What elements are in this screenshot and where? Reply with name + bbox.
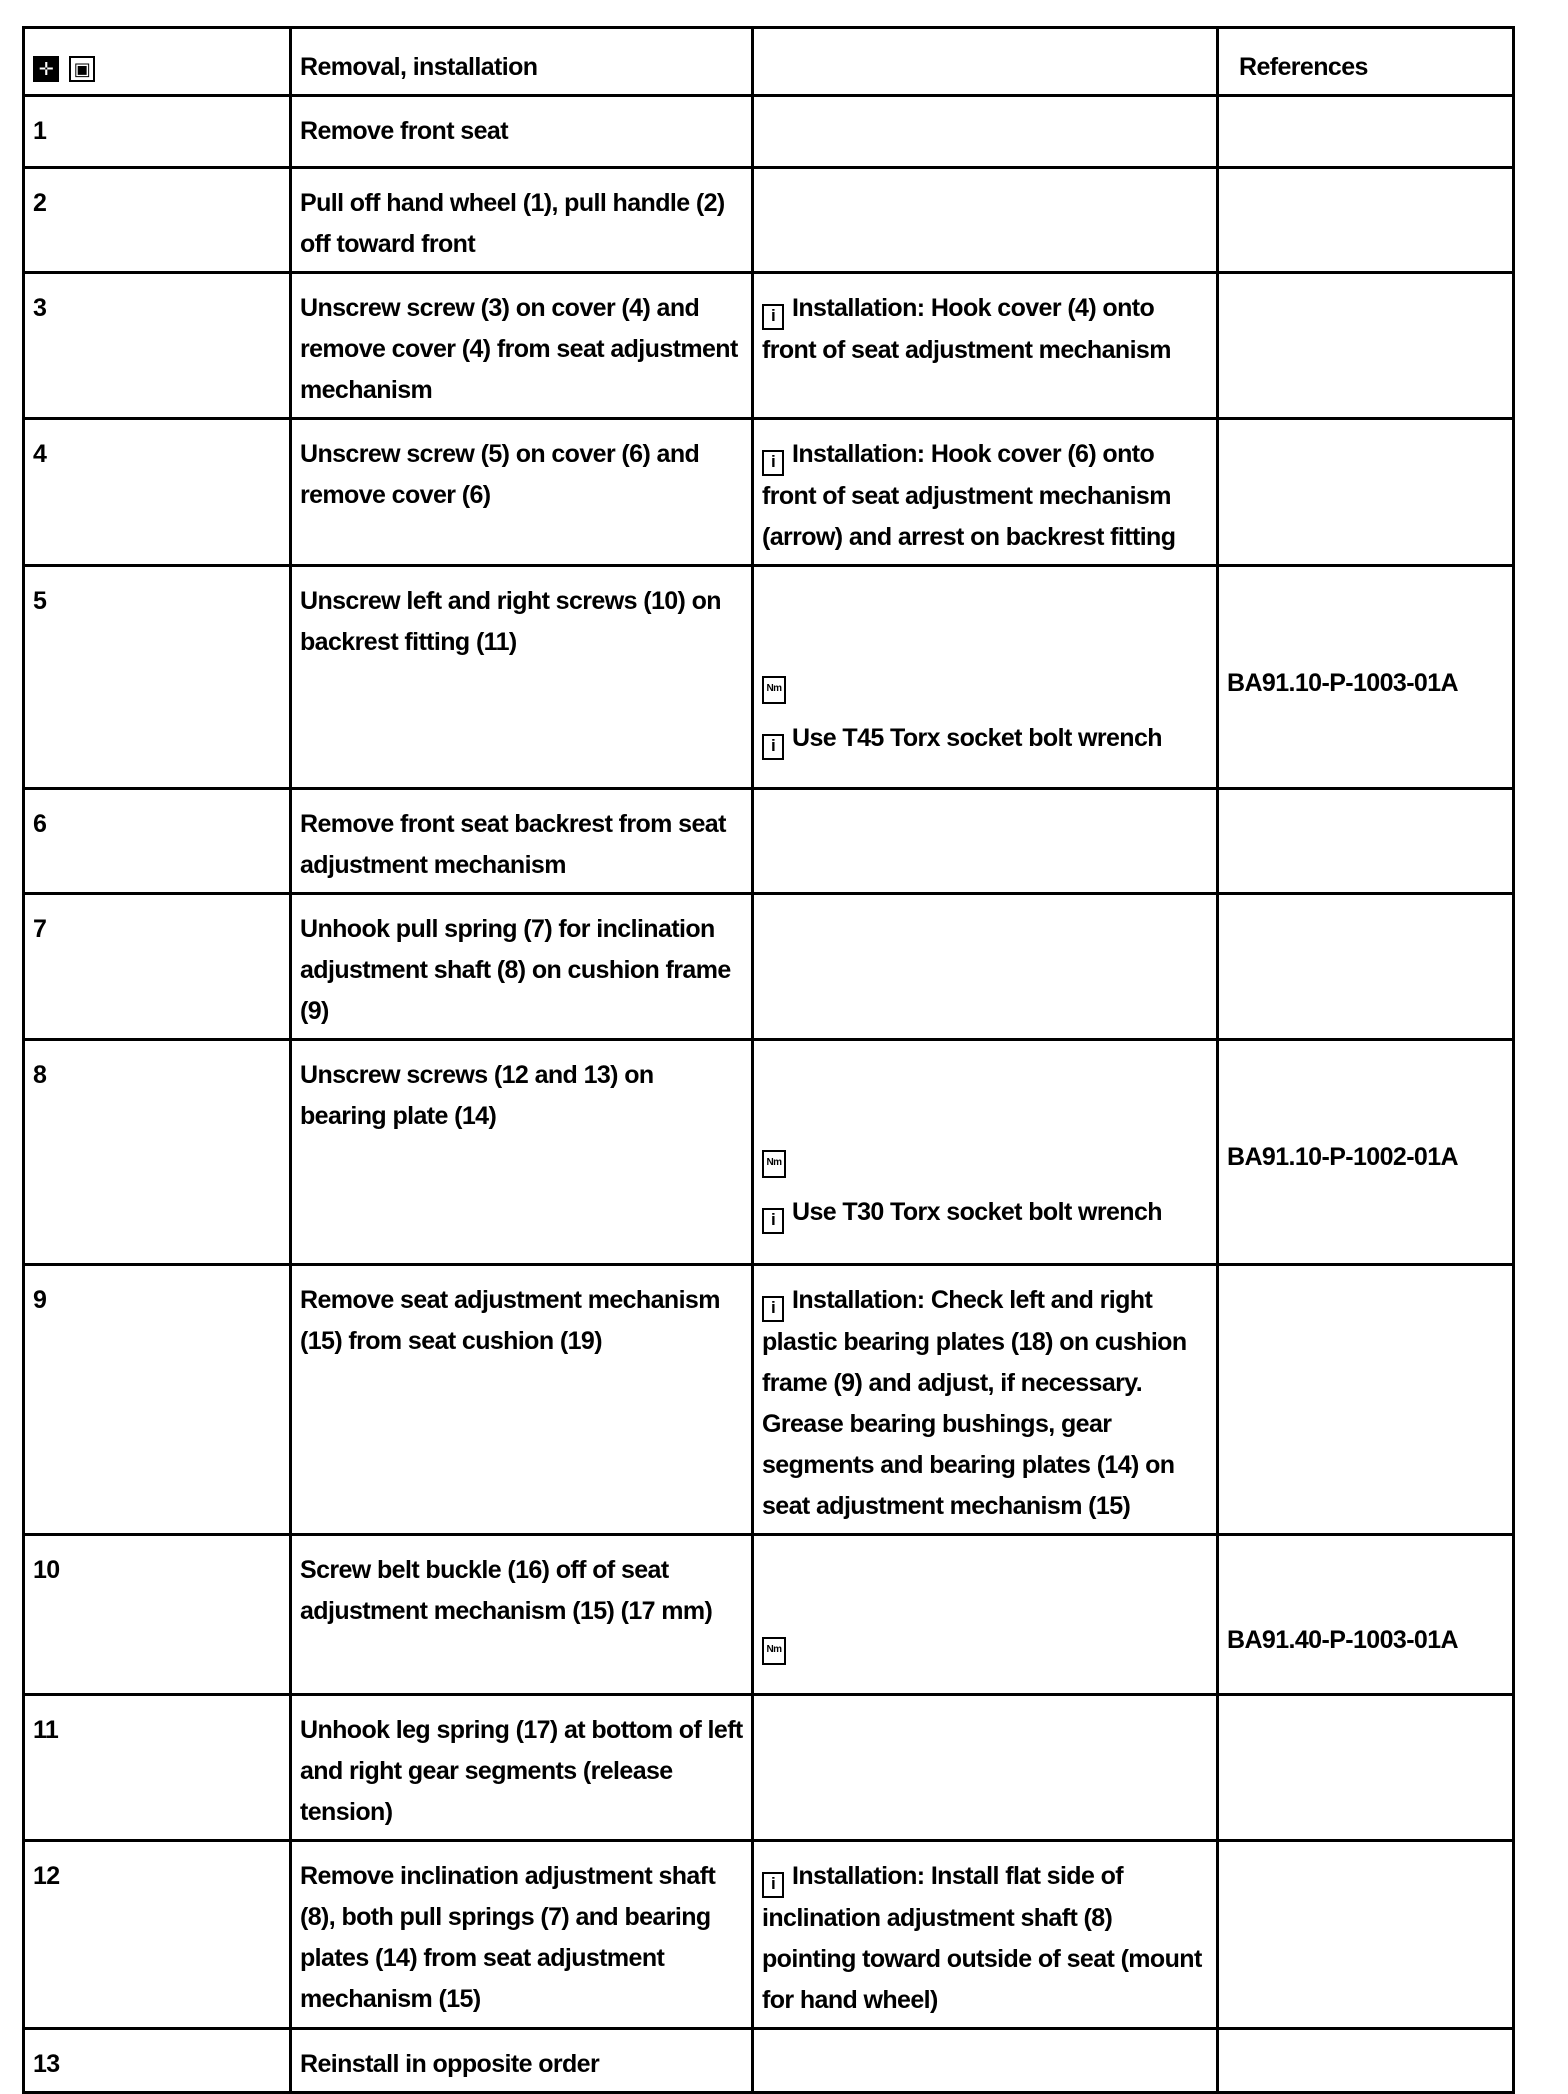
step-text: Unscrew screw (5) on cover (6) and remove cover (6) bbox=[291, 419, 753, 566]
step-reference bbox=[1218, 1535, 1514, 1695]
step-number: 13 bbox=[24, 2029, 291, 2093]
table-row bbox=[24, 566, 1514, 789]
step-number: 8 bbox=[24, 1040, 291, 1265]
info-icon: i bbox=[762, 1208, 784, 1234]
torque-nm-icon: Nm bbox=[762, 1150, 786, 1178]
table-row bbox=[24, 1535, 1514, 1695]
step-reference bbox=[1218, 419, 1514, 566]
info-icon: i bbox=[762, 450, 784, 476]
step-text: Unhook pull spring (7) for inclination adjustment shaft (8) on cushion frame (9) bbox=[291, 894, 753, 1040]
installation-note: Installation: Hook cover (4) onto front of seat adjustment mechanism bbox=[762, 294, 1171, 364]
step-reference bbox=[1218, 1040, 1514, 1265]
table-row bbox=[24, 789, 1514, 894]
torque-icon: ▣ bbox=[69, 56, 95, 82]
step-text: Remove seat adjustment mechanism (15) from seat cushion (19) bbox=[291, 1265, 753, 1535]
step-number: 11 bbox=[24, 1695, 291, 1841]
step-text: Remove front seat bbox=[291, 96, 753, 168]
step-reference bbox=[1218, 789, 1514, 894]
step-number: 3 bbox=[24, 273, 291, 419]
info-icon: i bbox=[762, 734, 784, 760]
step-number: 10 bbox=[24, 1535, 291, 1695]
step-note bbox=[753, 96, 1218, 168]
step-text: Unscrew screw (3) on cover (4) and remove cover (4) from seat adjustment mechanism bbox=[291, 273, 753, 419]
step-text: Reinstall in opposite order bbox=[291, 2029, 753, 2093]
step-reference bbox=[1218, 96, 1514, 168]
installation-note: Installation: Install flat side of inclination adjustment shaft (8) pointing toward outside of seat (mount for hand wheel) bbox=[762, 1862, 1202, 2014]
torque-nm-icon: Nm bbox=[762, 676, 786, 704]
reference-link[interactable]: BA91.40-P-1003-01A bbox=[1227, 1626, 1458, 1654]
exploded-view-icon: ✛ bbox=[33, 56, 59, 82]
step-text: Remove front seat backrest from seat adjustment mechanism bbox=[291, 789, 753, 894]
table-row bbox=[24, 96, 1514, 168]
table-row bbox=[24, 273, 1514, 419]
step-note bbox=[753, 1695, 1218, 1841]
header-icons-cell bbox=[24, 28, 291, 96]
header-references: References bbox=[1218, 28, 1514, 96]
step-reference bbox=[1218, 273, 1514, 419]
step-number: 4 bbox=[24, 419, 291, 566]
installation-note: Installation: Hook cover (6) onto front of seat adjustment mechanism (arrow) and arrest on backrest fitting bbox=[762, 440, 1176, 551]
step-number: 2 bbox=[24, 168, 291, 273]
step-text: Unhook leg spring (17) at bottom of left and right gear segments (release tension) bbox=[291, 1695, 753, 1841]
info-icon: i bbox=[762, 304, 784, 330]
installation-note: Installation: Check left and right plastic bearing plates (18) on cushion frame (9) and adjust, if necessary. Grease bearing bushings, gear segments and bearing plates (14) on seat adjustment mechanism (15) bbox=[762, 1286, 1187, 1520]
step-text: Unscrew screws (12 and 13) on bearing plate (14) bbox=[291, 1040, 753, 1265]
step-reference bbox=[1218, 1695, 1514, 1841]
step-note bbox=[753, 419, 1218, 566]
step-reference bbox=[1218, 2029, 1514, 2093]
table-row bbox=[24, 1841, 1514, 2029]
step-reference bbox=[1218, 168, 1514, 273]
step-number: 6 bbox=[24, 789, 291, 894]
info-icon: i bbox=[762, 1296, 784, 1322]
step-text: Remove inclination adjustment shaft (8), both pull springs (7) and bearing plates (14) from seat adjustment mechanism (15) bbox=[291, 1841, 753, 2029]
step-note bbox=[753, 1535, 1218, 1695]
step-number: 1 bbox=[24, 96, 291, 168]
reference-link[interactable]: BA91.10-P-1002-01A bbox=[1227, 1143, 1458, 1171]
step-text: Unscrew left and right screws (10) on backrest fitting (11) bbox=[291, 566, 753, 789]
step-note bbox=[753, 273, 1218, 419]
table-row bbox=[24, 1040, 1514, 1265]
step-note bbox=[753, 168, 1218, 273]
step-note bbox=[753, 1265, 1218, 1535]
header-removal-installation: Removal, installation bbox=[291, 28, 753, 96]
header-row bbox=[24, 28, 1514, 96]
table-row bbox=[24, 894, 1514, 1040]
step-text: Screw belt buckle (16) off of seat adjustment mechanism (15) (17 mm) bbox=[291, 1535, 753, 1695]
step-note bbox=[753, 1040, 1218, 1265]
table-row bbox=[24, 1265, 1514, 1535]
step-note bbox=[753, 1841, 1218, 2029]
info-icon: i bbox=[762, 1872, 784, 1898]
table-row bbox=[24, 419, 1514, 566]
step-number: 7 bbox=[24, 894, 291, 1040]
step-note bbox=[753, 789, 1218, 894]
step-number: 5 bbox=[24, 566, 291, 789]
table-row bbox=[24, 2029, 1514, 2093]
step-number: 12 bbox=[24, 1841, 291, 2029]
table-row bbox=[24, 1695, 1514, 1841]
step-text: Pull off hand wheel (1), pull handle (2) off toward front bbox=[291, 168, 753, 273]
tool-note: Use T30 Torx socket bolt wrench bbox=[792, 1198, 1162, 1226]
step-note bbox=[753, 566, 1218, 789]
step-number: 9 bbox=[24, 1265, 291, 1535]
step-reference bbox=[1218, 1265, 1514, 1535]
procedure-table bbox=[22, 26, 1515, 2094]
tool-note: Use T45 Torx socket bolt wrench bbox=[792, 724, 1162, 752]
torque-nm-icon: Nm bbox=[762, 1637, 786, 1665]
step-note bbox=[753, 2029, 1218, 2093]
header-notes bbox=[753, 28, 1218, 96]
table-row bbox=[24, 168, 1514, 273]
step-reference bbox=[1218, 566, 1514, 789]
step-reference bbox=[1218, 1841, 1514, 2029]
reference-link[interactable]: BA91.10-P-1003-01A bbox=[1227, 669, 1458, 697]
step-reference bbox=[1218, 894, 1514, 1040]
step-note bbox=[753, 894, 1218, 1040]
